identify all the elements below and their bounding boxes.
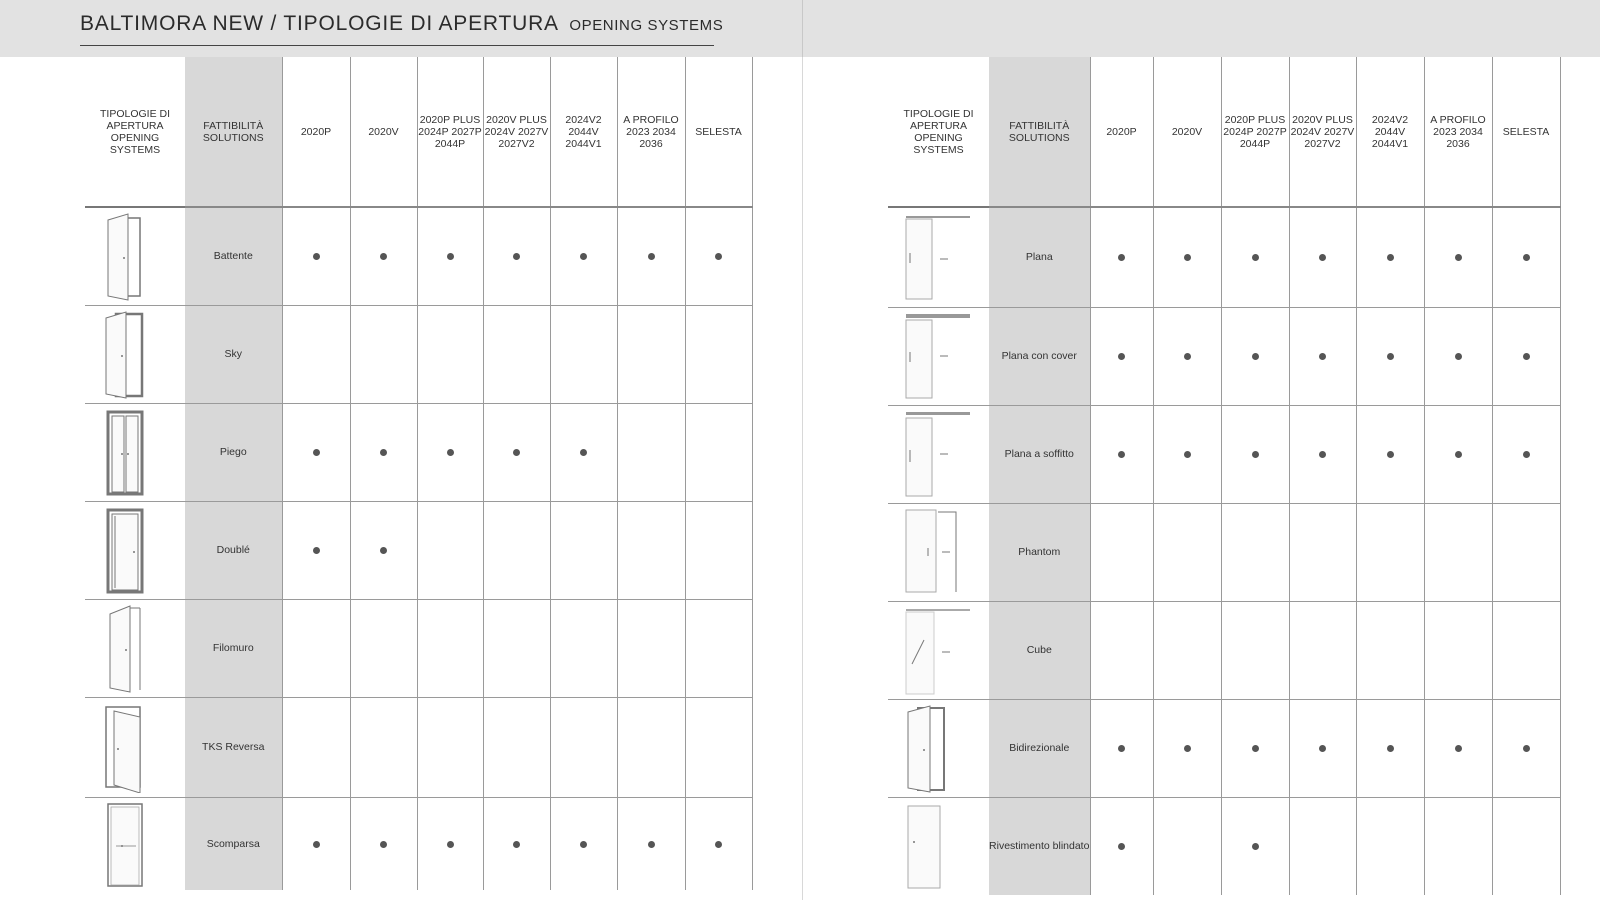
- available-dot-icon: [1387, 745, 1394, 752]
- compatibility-cell: [483, 797, 550, 890]
- available-dot-icon: [1184, 254, 1191, 261]
- table-row: [888, 503, 1560, 601]
- header-row: [85, 57, 752, 207]
- compatibility-cell: [1153, 699, 1221, 797]
- table-row: [85, 797, 752, 890]
- opening-type-illustration: [85, 599, 185, 697]
- sliding-door-cover-icon: [904, 310, 974, 402]
- compatibility-cell: [483, 403, 550, 501]
- compatibility-cell: [1356, 601, 1424, 699]
- armored-door-icon: [904, 800, 974, 892]
- compatibility-cell: [617, 599, 685, 697]
- compatibility-cell: [1492, 405, 1560, 503]
- opening-type-name: Piego: [185, 403, 282, 501]
- table-row: [85, 697, 752, 797]
- compatibility-cell: [417, 501, 483, 599]
- compatibility-cell: [617, 501, 685, 599]
- available-dot-icon: [380, 253, 387, 260]
- opening-type-illustration: [888, 699, 989, 797]
- compatibility-cell: [685, 797, 752, 890]
- compatibility-cell: [417, 797, 483, 890]
- available-dot-icon: [1387, 353, 1394, 360]
- column-header-model: A PROFILO 2023 2034 2036: [1424, 57, 1492, 207]
- available-dot-icon: [715, 841, 722, 848]
- table-row: [85, 305, 752, 403]
- available-dot-icon: [1455, 353, 1462, 360]
- table-row: [888, 405, 1560, 503]
- compatibility-cell: [483, 207, 550, 305]
- available-dot-icon: [1523, 451, 1530, 458]
- compatibility-cell: [1221, 405, 1289, 503]
- compatibility-cell: [685, 599, 752, 697]
- table-row: [888, 207, 1560, 307]
- opening-type-name: TKS Reversa: [185, 697, 282, 797]
- reversible-door-icon: [100, 701, 170, 793]
- compatibility-cell: [483, 501, 550, 599]
- compatibility-cell: [417, 305, 483, 403]
- opening-type-illustration: [85, 501, 185, 599]
- available-dot-icon: [1118, 451, 1125, 458]
- available-dot-icon: [1319, 353, 1326, 360]
- compatibility-cell: [1221, 797, 1289, 895]
- compatibility-cell: [1492, 797, 1560, 895]
- opening-type-illustration: [85, 403, 185, 501]
- opening-type-illustration: [888, 307, 989, 405]
- compatibility-cell: [617, 207, 685, 305]
- double-door-icon: [100, 504, 170, 596]
- column-header-types: TIPOLOGIE DI APERTURA OPENING SYSTEMS: [888, 57, 989, 207]
- compatibility-cell: [1153, 207, 1221, 307]
- opening-type-name: Bidirezionale: [989, 699, 1090, 797]
- compatibility-cell: [417, 697, 483, 797]
- compatibility-cell: [550, 501, 617, 599]
- available-dot-icon: [1252, 451, 1259, 458]
- compatibility-cell: [1492, 503, 1560, 601]
- available-dot-icon: [1387, 451, 1394, 458]
- pocket-door-icon: [100, 798, 170, 890]
- table-row: [888, 797, 1560, 895]
- bidirectional-door-icon: [904, 702, 974, 794]
- compatibility-cell: [617, 403, 685, 501]
- column-header-model: SELESTA: [685, 57, 752, 207]
- title-main: BALTIMORA NEW / TIPOLOGIE DI APERTURA: [80, 12, 559, 35]
- table-row: [888, 601, 1560, 699]
- available-dot-icon: [1118, 745, 1125, 752]
- compatibility-cell: [1289, 797, 1356, 895]
- compatibility-cell: [617, 797, 685, 890]
- compatibility-cell: [1289, 207, 1356, 307]
- compatibility-cell: [1289, 699, 1356, 797]
- compatibility-cell: [1424, 503, 1492, 601]
- opening-type-illustration: [888, 503, 989, 601]
- compatibility-cell: [1090, 503, 1153, 601]
- available-dot-icon: [1455, 254, 1462, 261]
- column-header-model: SELESTA: [1492, 57, 1560, 207]
- cube-door-icon: [904, 604, 974, 696]
- column-header-model: A PROFILO 2023 2034 2036: [617, 57, 685, 207]
- opening-type-illustration: [85, 797, 185, 890]
- compatibility-cell: [1289, 307, 1356, 405]
- available-dot-icon: [648, 841, 655, 848]
- available-dot-icon: [513, 841, 520, 848]
- available-dot-icon: [648, 253, 655, 260]
- compatibility-cell: [1153, 797, 1221, 895]
- opening-type-name: Filomuro: [185, 599, 282, 697]
- opening-type-name: Plana con cover: [989, 307, 1090, 405]
- compatibility-cell: [1289, 601, 1356, 699]
- flush-door-icon: [100, 602, 170, 694]
- compatibility-cell: [1221, 699, 1289, 797]
- opening-type-illustration: [888, 405, 989, 503]
- compatibility-cell: [550, 403, 617, 501]
- column-header-model: 2024V2 2044V 2044V1: [550, 57, 617, 207]
- available-dot-icon: [380, 841, 387, 848]
- compatibility-cell: [350, 403, 417, 501]
- compatibility-cell: [282, 207, 350, 305]
- available-dot-icon: [313, 449, 320, 456]
- opening-type-illustration: [85, 207, 185, 305]
- column-header-model: 2020V: [1153, 57, 1221, 207]
- table-row: [888, 307, 1560, 405]
- compatibility-cell: [350, 305, 417, 403]
- compatibility-cell: [282, 697, 350, 797]
- compatibility-cell: [483, 599, 550, 697]
- available-dot-icon: [1455, 745, 1462, 752]
- compatibility-cell: [350, 797, 417, 890]
- column-header-model: 2020V PLUS 2024V 2027V 2027V2: [1289, 57, 1356, 207]
- opening-type-name: Cube: [989, 601, 1090, 699]
- folding-door-icon: [100, 406, 170, 498]
- compatibility-cell: [1153, 503, 1221, 601]
- ceiling-sliding-door-icon: [904, 408, 974, 500]
- compatibility-cell: [483, 697, 550, 797]
- table-row: [85, 207, 752, 305]
- compatibility-cell: [1289, 405, 1356, 503]
- available-dot-icon: [1118, 353, 1125, 360]
- available-dot-icon: [313, 253, 320, 260]
- table-row: [85, 599, 752, 697]
- compatibility-cell: [282, 501, 350, 599]
- page-title: [80, 12, 724, 46]
- available-dot-icon: [1523, 353, 1530, 360]
- compatibility-cell: [1424, 307, 1492, 405]
- compatibility-cell: [1492, 207, 1560, 307]
- compatibility-cell: [1356, 699, 1424, 797]
- available-dot-icon: [1118, 254, 1125, 261]
- available-dot-icon: [1455, 451, 1462, 458]
- compatibility-cell: [350, 207, 417, 305]
- compatibility-cell: [685, 697, 752, 797]
- opening-type-illustration: [888, 207, 989, 307]
- compatibility-cell: [1492, 601, 1560, 699]
- available-dot-icon: [513, 253, 520, 260]
- opening-type-illustration: [888, 601, 989, 699]
- column-header-model: 2020P: [1090, 57, 1153, 207]
- compatibility-cell: [550, 305, 617, 403]
- compatibility-cell: [550, 207, 617, 305]
- compatibility-cell: [1424, 405, 1492, 503]
- compatibility-cell: [282, 305, 350, 403]
- available-dot-icon: [513, 449, 520, 456]
- available-dot-icon: [1252, 843, 1259, 850]
- available-dot-icon: [1319, 254, 1326, 261]
- opening-type-name: Plana a soffitto: [989, 405, 1090, 503]
- compatibility-cell: [1424, 207, 1492, 307]
- column-header-model: 2020V: [350, 57, 417, 207]
- available-dot-icon: [380, 449, 387, 456]
- available-dot-icon: [1252, 254, 1259, 261]
- compatibility-cell: [1153, 601, 1221, 699]
- compatibility-cell: [1492, 307, 1560, 405]
- phantom-door-icon: [904, 506, 974, 598]
- opening-type-illustration: [85, 305, 185, 403]
- available-dot-icon: [1118, 843, 1125, 850]
- column-header-solutions: FATTIBILITÀ SOLUTIONS: [185, 57, 282, 207]
- page-gutter: [802, 57, 803, 900]
- available-dot-icon: [580, 253, 587, 260]
- column-header-model: 2020P PLUS 2024P 2027P 2044P: [1221, 57, 1289, 207]
- compatibility-cell: [350, 697, 417, 797]
- opening-type-name: Scomparsa: [185, 797, 282, 890]
- table-row: [888, 699, 1560, 797]
- column-header-model: 2020P PLUS 2024P 2027P 2044P: [417, 57, 483, 207]
- table-row: [85, 501, 752, 599]
- page-divider: [802, 0, 803, 57]
- compatibility-cell: [685, 501, 752, 599]
- available-dot-icon: [1252, 745, 1259, 752]
- available-dot-icon: [1387, 254, 1394, 261]
- compatibility-cell: [1090, 207, 1153, 307]
- compatibility-cell: [1153, 405, 1221, 503]
- available-dot-icon: [447, 841, 454, 848]
- compatibility-cell: [1424, 601, 1492, 699]
- right-compatibility-table: [888, 57, 1561, 895]
- opening-type-illustration: [85, 697, 185, 797]
- available-dot-icon: [313, 841, 320, 848]
- compatibility-cell: [350, 599, 417, 697]
- header-bar: [0, 0, 1600, 57]
- opening-type-name: Plana: [989, 207, 1090, 307]
- compatibility-cell: [350, 501, 417, 599]
- compatibility-cell: [1090, 307, 1153, 405]
- compatibility-cell: [1221, 307, 1289, 405]
- table-row: [85, 403, 752, 501]
- available-dot-icon: [447, 449, 454, 456]
- title-sub: OPENING SYSTEMS: [569, 17, 724, 34]
- compatibility-cell: [1356, 207, 1424, 307]
- compatibility-cell: [685, 403, 752, 501]
- compatibility-cell: [1090, 699, 1153, 797]
- opening-type-name: Phantom: [989, 503, 1090, 601]
- available-dot-icon: [1523, 745, 1530, 752]
- compatibility-cell: [1289, 503, 1356, 601]
- opening-type-illustration: [888, 797, 989, 895]
- available-dot-icon: [1319, 451, 1326, 458]
- compatibility-cell: [1424, 797, 1492, 895]
- compatibility-cell: [417, 207, 483, 305]
- compatibility-cell: [1492, 699, 1560, 797]
- column-header-types: TIPOLOGIE DI APERTURA OPENING SYSTEMS: [85, 57, 185, 207]
- compatibility-cell: [550, 697, 617, 797]
- compatibility-cell: [1221, 503, 1289, 601]
- compatibility-cell: [1153, 307, 1221, 405]
- compatibility-cell: [685, 207, 752, 305]
- available-dot-icon: [580, 841, 587, 848]
- opening-type-name: Battente: [185, 207, 282, 305]
- left-compatibility-table: [85, 57, 753, 890]
- column-header-model: 2020P: [282, 57, 350, 207]
- opening-type-name: Sky: [185, 305, 282, 403]
- available-dot-icon: [1184, 745, 1191, 752]
- available-dot-icon: [1252, 353, 1259, 360]
- available-dot-icon: [715, 253, 722, 260]
- compatibility-cell: [417, 599, 483, 697]
- swing-door-frame-icon: [100, 308, 170, 400]
- compatibility-cell: [617, 697, 685, 797]
- header-row: [888, 57, 1560, 207]
- compatibility-cell: [1090, 601, 1153, 699]
- opening-type-name: Doublé: [185, 501, 282, 599]
- column-header-solutions: FATTIBILITÀ SOLUTIONS: [989, 57, 1090, 207]
- swing-door-icon: [100, 210, 170, 302]
- compatibility-cell: [550, 797, 617, 890]
- compatibility-cell: [1356, 797, 1424, 895]
- compatibility-cell: [1221, 207, 1289, 307]
- available-dot-icon: [380, 547, 387, 554]
- compatibility-cell: [1221, 601, 1289, 699]
- available-dot-icon: [1523, 254, 1530, 261]
- compatibility-cell: [1356, 503, 1424, 601]
- sliding-door-icon: [904, 211, 974, 303]
- compatibility-cell: [282, 797, 350, 890]
- available-dot-icon: [1184, 451, 1191, 458]
- compatibility-cell: [1356, 307, 1424, 405]
- compatibility-cell: [1090, 797, 1153, 895]
- column-header-model: 2020V PLUS 2024V 2027V 2027V2: [483, 57, 550, 207]
- opening-type-name: Rivestimento blindato: [989, 797, 1090, 895]
- available-dot-icon: [313, 547, 320, 554]
- column-header-model: 2024V2 2044V 2044V1: [1356, 57, 1424, 207]
- compatibility-cell: [1356, 405, 1424, 503]
- compatibility-cell: [282, 403, 350, 501]
- compatibility-cell: [685, 305, 752, 403]
- compatibility-cell: [483, 305, 550, 403]
- available-dot-icon: [1319, 745, 1326, 752]
- compatibility-cell: [417, 403, 483, 501]
- compatibility-cell: [282, 599, 350, 697]
- compatibility-cell: [1090, 405, 1153, 503]
- available-dot-icon: [1184, 353, 1191, 360]
- available-dot-icon: [580, 449, 587, 456]
- compatibility-cell: [550, 599, 617, 697]
- compatibility-cell: [1424, 699, 1492, 797]
- compatibility-cell: [617, 305, 685, 403]
- available-dot-icon: [447, 253, 454, 260]
